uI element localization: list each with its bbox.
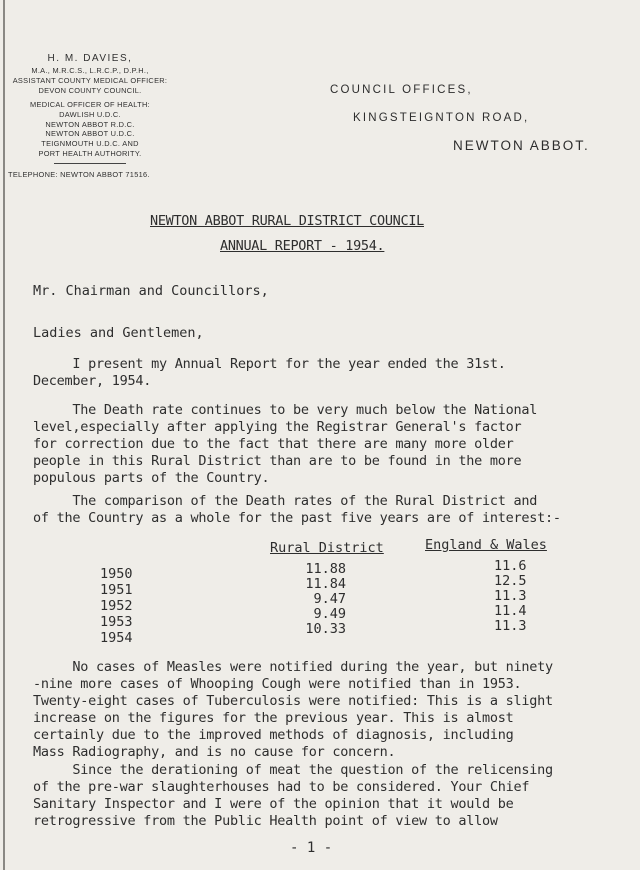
table-years-column [100,566,133,646]
officer-name: H. M. DAVIES, [47,53,133,64]
table-year-cell: 1953 [100,614,133,630]
address-line-1: COUNCIL OFFICES, [330,84,473,96]
district-item: PORT HEALTH AUTHORITY. [38,149,142,159]
table-rural-cell: 11.88 [305,561,346,577]
officer-role-1: ASSISTANT COUNTY MEDICAL OFFICER: [12,75,168,85]
district-item: TEIGNMOUTH U.D.C. AND [41,139,139,149]
paragraph-intro: I present my Annual Report for the year ended the 31st. December, 1954. [33,356,506,389]
address-line-3: NEWTON ABBOT. [453,138,590,153]
table-year-cell: 1952 [100,598,133,614]
address-line-2: KINGSTEIGNTON ROAD, [353,112,530,124]
table-england-cell: 11.3 [494,588,527,604]
paragraph-death-rate: The Death rate continues to be very much below the National level,especially after applying the Registrar General's factor for correction due to the fact that there are many more older people in this Rural District than are to be found in the more populous parts of the Country. [33,402,538,486]
table-rural-cell: 9.47 [313,591,346,607]
table-england-cell: 11.3 [494,618,527,634]
table-england-column [494,559,527,634]
table-england-cell: 12.5 [494,573,527,589]
table-year-cell: 1954 [100,630,133,646]
district-item: NEWTON ABBOT R.D.C. [45,119,135,129]
paragraph-slaughterhouses: Since the derationing of meat the question of the relicensing of the pre-war slaughterhouses had to be considered. Your Chief Sanitary Inspector and I were of the opinion that it would be retrogressive from the Public Health point of view to allow [33,762,553,829]
page-number: - 1 - [290,840,333,856]
district-item: DAWLISH U.D.C. [59,109,121,119]
officer-role-1-org: DEVON COUNTY COUNCIL. [38,85,142,95]
district-item: NEWTON ABBOT U.D.C. [45,129,135,139]
table-england-cell: 11.6 [494,558,527,574]
letterhead-divider [54,163,126,164]
paragraph-notifications: No cases of Measles were notified during the year, but ninety -nine more cases of Whooping Cough were notified than in 1953. Twenty-eight cases of Tuberculosis were notified: This is a slight increase on the figures for the previous year. This is almost certainly due to the improved methods of diagnosis, including Mass Radiography, and is no cause for concern. [33,659,553,760]
table-rural-cell: 10.33 [305,621,346,637]
table-rural-column [284,562,346,637]
table-header-england: England & Wales [425,537,547,553]
table-year-cell: 1951 [100,582,133,598]
report-title: ANNUAL REPORT - 1954. [220,238,385,254]
officer-role-2: MEDICAL OFFICER OF HEALTH: [30,99,150,109]
officer-qualifications: M.A., M.R.C.S., L.R.C.P., D.P.H., [31,66,149,75]
report-council-title: NEWTON ABBOT RURAL DISTRICT COUNCIL [150,213,424,229]
table-rural-cell: 11.84 [305,576,346,592]
table-rural-cell: 9.49 [313,606,346,622]
salutation-ladies: Ladies and Gentlemen, [33,325,204,341]
table-year-cell: 1950 [100,566,133,582]
table-header-rural: Rural District [270,540,384,556]
telephone-line: TELEPHONE: NEWTON ABBOT 71516. [8,170,150,179]
salutation-chairman: Mr. Chairman and Councillors, [33,283,269,299]
paragraph-comparison: The comparison of the Death rates of the Rural District and of the Country as a whole for the past five years are of interest:- [33,493,561,526]
table-england-cell: 11.4 [494,603,527,619]
letterhead [4,52,176,164]
